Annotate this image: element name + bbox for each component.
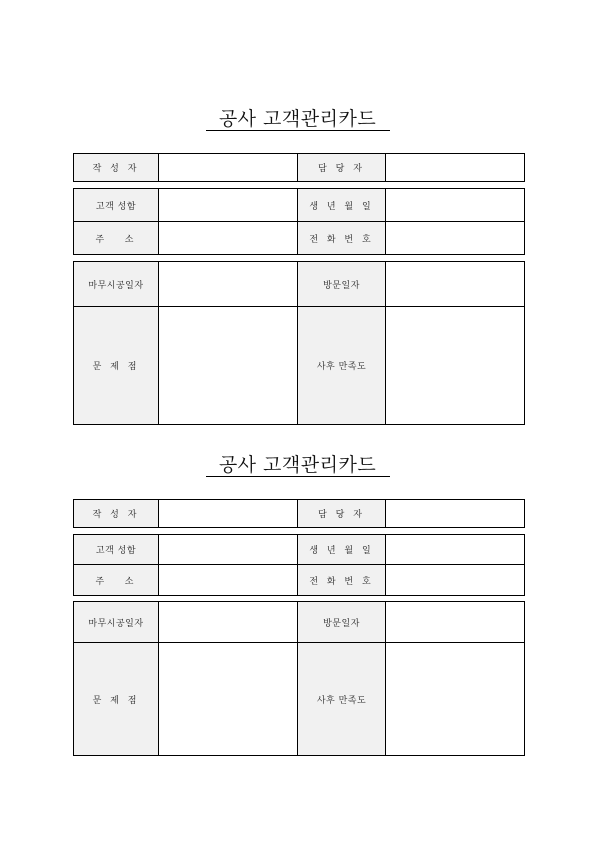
completion-date-label: 마무시공일자 xyxy=(74,602,159,643)
writer-label: 작 성 자 xyxy=(74,500,159,528)
manager-field[interactable] xyxy=(386,500,525,528)
birthdate-field[interactable] xyxy=(386,535,525,565)
phone-field[interactable] xyxy=(386,222,525,255)
visit-date-field[interactable] xyxy=(386,262,525,307)
issues-label: 문 제 점 xyxy=(74,643,159,756)
writer-section xyxy=(73,499,525,528)
title-underline xyxy=(206,130,390,131)
card-title: 공사 고객관리카드 xyxy=(218,454,377,476)
address-field[interactable] xyxy=(159,222,298,255)
birthdate-label: 생 년 월 일 xyxy=(298,535,386,565)
visit-date-label: 방문일자 xyxy=(298,262,386,307)
birthdate-label: 생 년 월 일 xyxy=(298,189,386,222)
visit-date-label: 방문일자 xyxy=(298,602,386,643)
writer-field[interactable] xyxy=(159,154,298,182)
customer-section xyxy=(73,188,525,255)
phone-label: 전 화 번 호 xyxy=(298,222,386,255)
service-section xyxy=(73,261,525,425)
address-field[interactable] xyxy=(159,565,298,596)
completion-date-field[interactable] xyxy=(159,602,298,643)
phone-field[interactable] xyxy=(386,565,525,596)
service-section xyxy=(73,601,525,756)
title-underline xyxy=(206,476,390,477)
customer-name-field[interactable] xyxy=(159,535,298,565)
satisfaction-label: 사후 만족도 xyxy=(298,307,386,425)
customer-section xyxy=(73,534,525,596)
completion-date-field[interactable] xyxy=(159,262,298,307)
visit-date-field[interactable] xyxy=(386,602,525,643)
customer-name-label: 고객 성함 xyxy=(74,535,159,565)
card-title: 공사 고객관리카드 xyxy=(218,108,377,130)
address-label: 주 소 xyxy=(74,565,159,596)
writer-label: 작 성 자 xyxy=(74,154,159,182)
satisfaction-field[interactable] xyxy=(386,643,525,756)
phone-label: 전 화 번 호 xyxy=(298,565,386,596)
issues-label: 문 제 점 xyxy=(74,307,159,425)
satisfaction-field[interactable] xyxy=(386,307,525,425)
customer-name-label: 고객 성함 xyxy=(74,189,159,222)
manager-label: 담 당 자 xyxy=(298,154,386,182)
writer-section xyxy=(73,153,525,182)
writer-field[interactable] xyxy=(159,500,298,528)
manager-field[interactable] xyxy=(386,154,525,182)
issues-field[interactable] xyxy=(159,643,298,756)
address-label: 주 소 xyxy=(74,222,159,255)
manager-label: 담 당 자 xyxy=(298,500,386,528)
customer-name-field[interactable] xyxy=(159,189,298,222)
birthdate-field[interactable] xyxy=(386,189,525,222)
issues-field[interactable] xyxy=(159,307,298,425)
completion-date-label: 마무시공일자 xyxy=(74,262,159,307)
satisfaction-label: 사후 만족도 xyxy=(298,643,386,756)
